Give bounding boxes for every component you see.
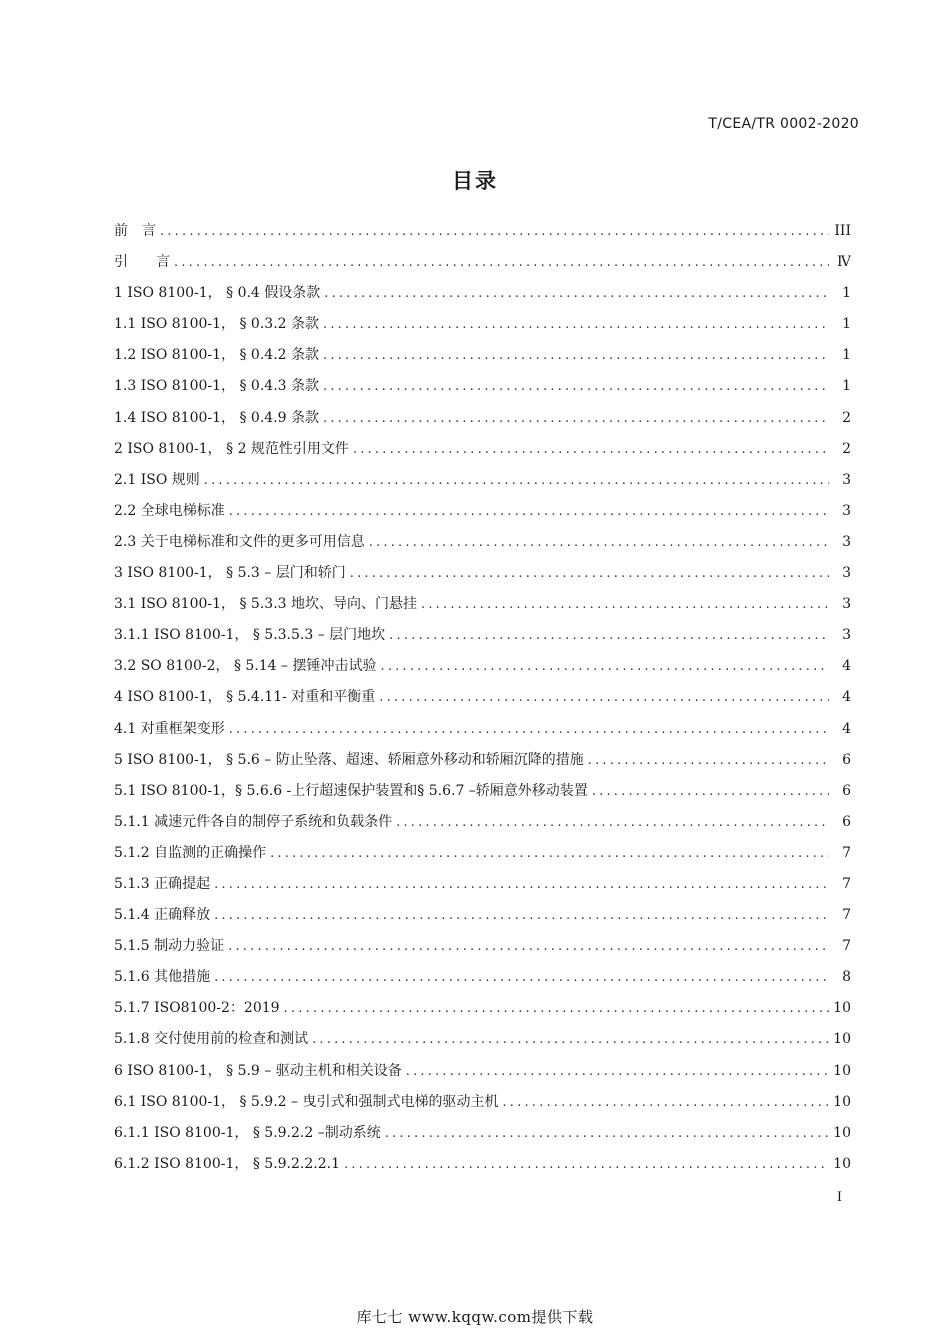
- toc-entry-page: 1: [842, 347, 851, 364]
- toc-entry[interactable]: [114, 745, 851, 776]
- toc-leader-dots: [228, 931, 829, 962]
- toc-leader-dots: [323, 309, 829, 340]
- toc-entry-label: 1.4 ISO 8100-1， § 0.4.9 条款: [114, 409, 320, 426]
- toc-entry-page: 3: [842, 471, 851, 488]
- toc-leader-dots: [312, 1024, 829, 1055]
- toc-entry-label: 4 ISO 8100-1， § 5.4.11- 对重和平衡重: [114, 689, 376, 706]
- toc-entry-page: 7: [842, 844, 851, 861]
- toc-entry-page: 1: [842, 378, 851, 395]
- toc-entry-page: 3: [842, 565, 851, 582]
- toc-leader-dots: [204, 465, 829, 496]
- toc-leader-dots: [344, 1149, 829, 1180]
- toc-entry-page: 10: [833, 1093, 851, 1110]
- toc-leader-dots: [592, 776, 829, 807]
- table-of-contents: [114, 216, 851, 1180]
- toc-entry[interactable]: [114, 309, 851, 340]
- toc-leader-dots: [502, 1087, 829, 1118]
- toc-entry[interactable]: [114, 403, 851, 434]
- toc-leader-dots: [323, 403, 829, 434]
- toc-entry-page: 10: [833, 1062, 851, 1079]
- toc-entry-label: 5.1.4 正确释放: [114, 907, 211, 924]
- toc-entry-label: 3 ISO 8100-1， § 5.3 – 层门和轿门: [114, 565, 346, 582]
- toc-entry-page: 6: [842, 782, 851, 799]
- toc-leader-dots: [323, 340, 829, 371]
- toc-entry[interactable]: [114, 807, 851, 838]
- toc-entry-page: III: [834, 223, 851, 239]
- toc-entry-page: 1: [842, 285, 851, 302]
- toc-entry-page: 10: [833, 1155, 851, 1172]
- toc-entry-page: 8: [842, 969, 851, 986]
- toc-leader-dots: [229, 496, 829, 527]
- toc-entry-page: 7: [842, 875, 851, 892]
- toc-entry-label: 2.2 全球电梯标准: [114, 502, 225, 519]
- toc-leader-dots: [389, 620, 829, 651]
- toc-entry[interactable]: [114, 371, 851, 402]
- toc-entry-label: 4.1 对重框架变形: [114, 720, 225, 737]
- toc-entry-page: 7: [842, 938, 851, 955]
- toc-entry-page: 4: [842, 720, 851, 737]
- toc-entry-label: 1.1 ISO 8100-1， § 0.3.2 条款: [114, 316, 320, 333]
- toc-entry[interactable]: [114, 714, 851, 745]
- toc-leader-dots: [323, 371, 829, 402]
- toc-entry-label: 2 ISO 8100-1， § 2 规范性引用文件: [114, 440, 349, 457]
- toc-leader-dots: [588, 745, 829, 776]
- toc-entry-label: 6.1 ISO 8100-1， § 5.9.2 – 曳引式和强制式电梯的驱动主机: [114, 1093, 499, 1110]
- toc-entry[interactable]: [114, 620, 851, 651]
- toc-entry-page: 6: [842, 813, 851, 830]
- toc-entry-label: 3.2 SO 8100-2， § 5.14 – 摆锤冲击试验: [114, 658, 377, 675]
- document-id: T/CEA/TR 0002-2020: [708, 116, 859, 132]
- toc-leader-dots: [214, 900, 829, 931]
- toc-entry[interactable]: [114, 216, 851, 247]
- toc-entry-page: 10: [833, 1000, 851, 1017]
- toc-entry-label: 3.1.1 ISO 8100-1， § 5.3.5.3 – 层门地坎: [114, 627, 386, 644]
- toc-entry[interactable]: [114, 278, 851, 309]
- toc-entry[interactable]: [114, 527, 851, 558]
- toc-entry-label: 引 言: [114, 254, 170, 271]
- toc-leader-dots: [369, 527, 829, 558]
- toc-entry-page: 7: [842, 907, 851, 924]
- toc-entry-label: 6 ISO 8100-1， § 5.9 – 驱动主机和相关设备: [114, 1062, 402, 1079]
- toc-leader-dots: [350, 558, 829, 589]
- toc-entry[interactable]: [114, 1024, 851, 1055]
- toc-leader-dots: [421, 589, 829, 620]
- toc-entry[interactable]: [114, 340, 851, 371]
- toc-entry-label: 1.2 ISO 8100-1， § 0.4.2 条款: [114, 347, 320, 364]
- toc-entry[interactable]: [114, 682, 851, 713]
- toc-entry[interactable]: [114, 247, 851, 278]
- toc-leader-dots: [160, 216, 829, 247]
- toc-leader-dots: [406, 1056, 829, 1087]
- toc-entry-label: 5.1.8 交付使用前的检查和测试: [114, 1031, 309, 1048]
- toc-entry[interactable]: [114, 962, 851, 993]
- toc-entry-label: 3.1 ISO 8100-1， § 5.3.3 地坎、导向、门悬挂: [114, 596, 418, 613]
- toc-entry[interactable]: [114, 869, 851, 900]
- toc-entry-page: 1: [842, 316, 851, 333]
- toc-leader-dots: [270, 838, 829, 869]
- toc-entry[interactable]: [114, 931, 851, 962]
- toc-entry-label: 前 言: [114, 223, 156, 239]
- toc-entry-page: 6: [842, 751, 851, 768]
- toc-entry-label: 5.1.2 自监测的正确操作: [114, 844, 267, 861]
- toc-entry-label: 1 ISO 8100-1， § 0.4 假设条款: [114, 285, 321, 302]
- toc-entry[interactable]: [114, 993, 851, 1024]
- toc-entry[interactable]: [114, 465, 851, 496]
- toc-entry-label: 2.3 关于电梯标准和文件的更多可用信息: [114, 533, 365, 550]
- toc-entry-label: 5.1.6 其他措施: [114, 969, 211, 986]
- toc-entry-page: 10: [833, 1124, 851, 1141]
- toc-leader-dots: [379, 682, 829, 713]
- toc-entry-page: Ⅳ: [837, 254, 851, 271]
- toc-leader-dots: [174, 247, 829, 278]
- toc-leader-dots: [214, 869, 829, 900]
- toc-entry[interactable]: [114, 1118, 851, 1149]
- toc-entry-label: 1.3 ISO 8100-1， § 0.4.3 条款: [114, 378, 320, 395]
- toc-entry[interactable]: [114, 434, 851, 465]
- toc-entry-label: 5.1.1 减速元件各自的制停子系统和负载条件: [114, 813, 393, 830]
- toc-leader-dots: [229, 714, 829, 745]
- toc-entry[interactable]: [114, 838, 851, 869]
- toc-entry-label: 6.1.2 ISO 8100-1， § 5.9.2.2.2.1: [114, 1155, 340, 1172]
- toc-leader-dots: [396, 807, 829, 838]
- footer-watermark: 库七七 www.kqqw.com提供下载: [356, 1308, 594, 1326]
- toc-entry-page: 2: [842, 409, 851, 426]
- toc-entry-label: 2.1 ISO 规则: [114, 471, 200, 488]
- toc-entry[interactable]: [114, 589, 851, 620]
- toc-entry-page: 3: [842, 533, 851, 550]
- toc-entry-page: 4: [842, 658, 851, 675]
- toc-entry-page: 3: [842, 502, 851, 519]
- toc-leader-dots: [214, 962, 829, 993]
- toc-entry-page: 3: [842, 596, 851, 613]
- toc-entry[interactable]: [114, 776, 851, 807]
- toc-entry-label: 5.1.7 ISO8100-2：2019: [114, 1000, 280, 1017]
- toc-entry[interactable]: [114, 496, 851, 527]
- toc-entry[interactable]: [114, 558, 851, 589]
- toc-leader-dots: [324, 278, 829, 309]
- toc-entry-label: 5.1.3 正确提起: [114, 875, 211, 892]
- toc-leader-dots: [385, 1118, 829, 1149]
- toc-leader-dots: [284, 993, 829, 1024]
- toc-entry-page: 3: [842, 627, 851, 644]
- toc-entry-label: 6.1.1 ISO 8100-1， § 5.9.2.2 –制动系统: [114, 1124, 381, 1141]
- page-title: 目录: [452, 169, 498, 193]
- toc-entry[interactable]: [114, 1149, 851, 1180]
- toc-entry[interactable]: [114, 1056, 851, 1087]
- toc-entry[interactable]: [114, 1087, 851, 1118]
- toc-entry-label: 5 ISO 8100-1， § 5.6 – 防止坠落、超速、轿厢意外移动和轿厢沉降的措施: [114, 751, 584, 768]
- toc-entry[interactable]: [114, 651, 851, 682]
- toc-entry[interactable]: [114, 900, 851, 931]
- toc-entry-page: 2: [842, 440, 851, 457]
- toc-entry-label: 5.1.5 制动力验证: [114, 938, 225, 955]
- toc-leader-dots: [380, 651, 829, 682]
- toc-entry-page: 10: [833, 1031, 851, 1048]
- page-number: I: [836, 1190, 842, 1205]
- toc-entry-page: 4: [842, 689, 851, 706]
- toc-leader-dots: [353, 434, 829, 465]
- toc-entry-label: 5.1 ISO 8100-1，§ 5.6.6 -上行超速保护装置和§ 5.6.7 –轿厢意外移动装置: [114, 782, 588, 799]
